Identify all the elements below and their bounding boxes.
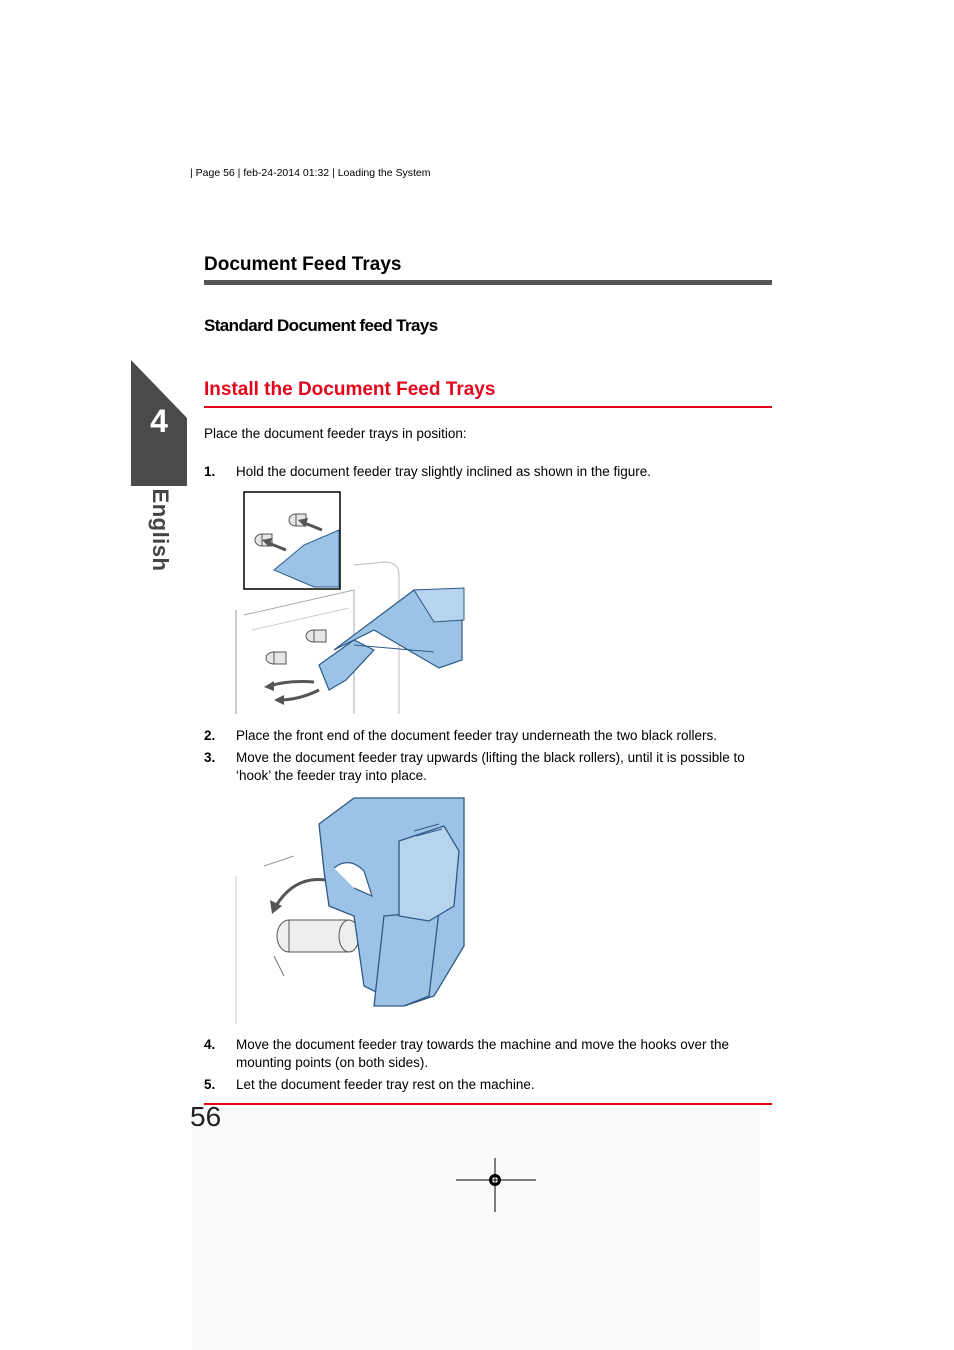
task-divider [204, 406, 772, 408]
footer-divider [204, 1103, 772, 1105]
step-text: Let the document feeder tray rest on the machine. [236, 1077, 535, 1092]
step-number: 1. [204, 464, 216, 479]
section-divider [204, 280, 772, 285]
section-title: Document Feed Trays [204, 254, 402, 275]
task-title: Install the Document Feed Trays [204, 379, 496, 400]
figure-hook-tray [234, 796, 466, 1026]
step-number: 3. [204, 750, 216, 765]
page-bottom-shade [192, 1108, 760, 1350]
registration-mark-icon [456, 1148, 536, 1212]
intro-text: Place the document feeder trays in position: [204, 426, 467, 441]
subsection-title: Standard Document feed Trays [204, 316, 438, 335]
step-text: Hold the document feeder tray slightly inclined as shown in the figure. [236, 464, 651, 479]
page-number: 56 [190, 1101, 222, 1132]
figure-hold-tray-inclined [234, 490, 466, 716]
running-header: | Page 56 | feb-24-2014 01:32 | Loading the System [190, 167, 431, 179]
language-side-label: English [148, 488, 173, 572]
chapter-number: 4 [150, 403, 168, 439]
step-number: 5. [204, 1077, 216, 1092]
step-number: 2. [204, 728, 216, 743]
step-text: Move the document feeder tray towards the machine and move the hooks over the mounting points (on both sides). [236, 1037, 730, 1070]
step-number: 4. [204, 1037, 216, 1052]
step-text: Move the document feeder tray upwards (lifting the black rollers), until it is possible to ‘hook’ the feeder tray into place. [236, 750, 745, 783]
step-text: Place the front end of the document feeder tray underneath the two black rollers. [236, 728, 718, 743]
